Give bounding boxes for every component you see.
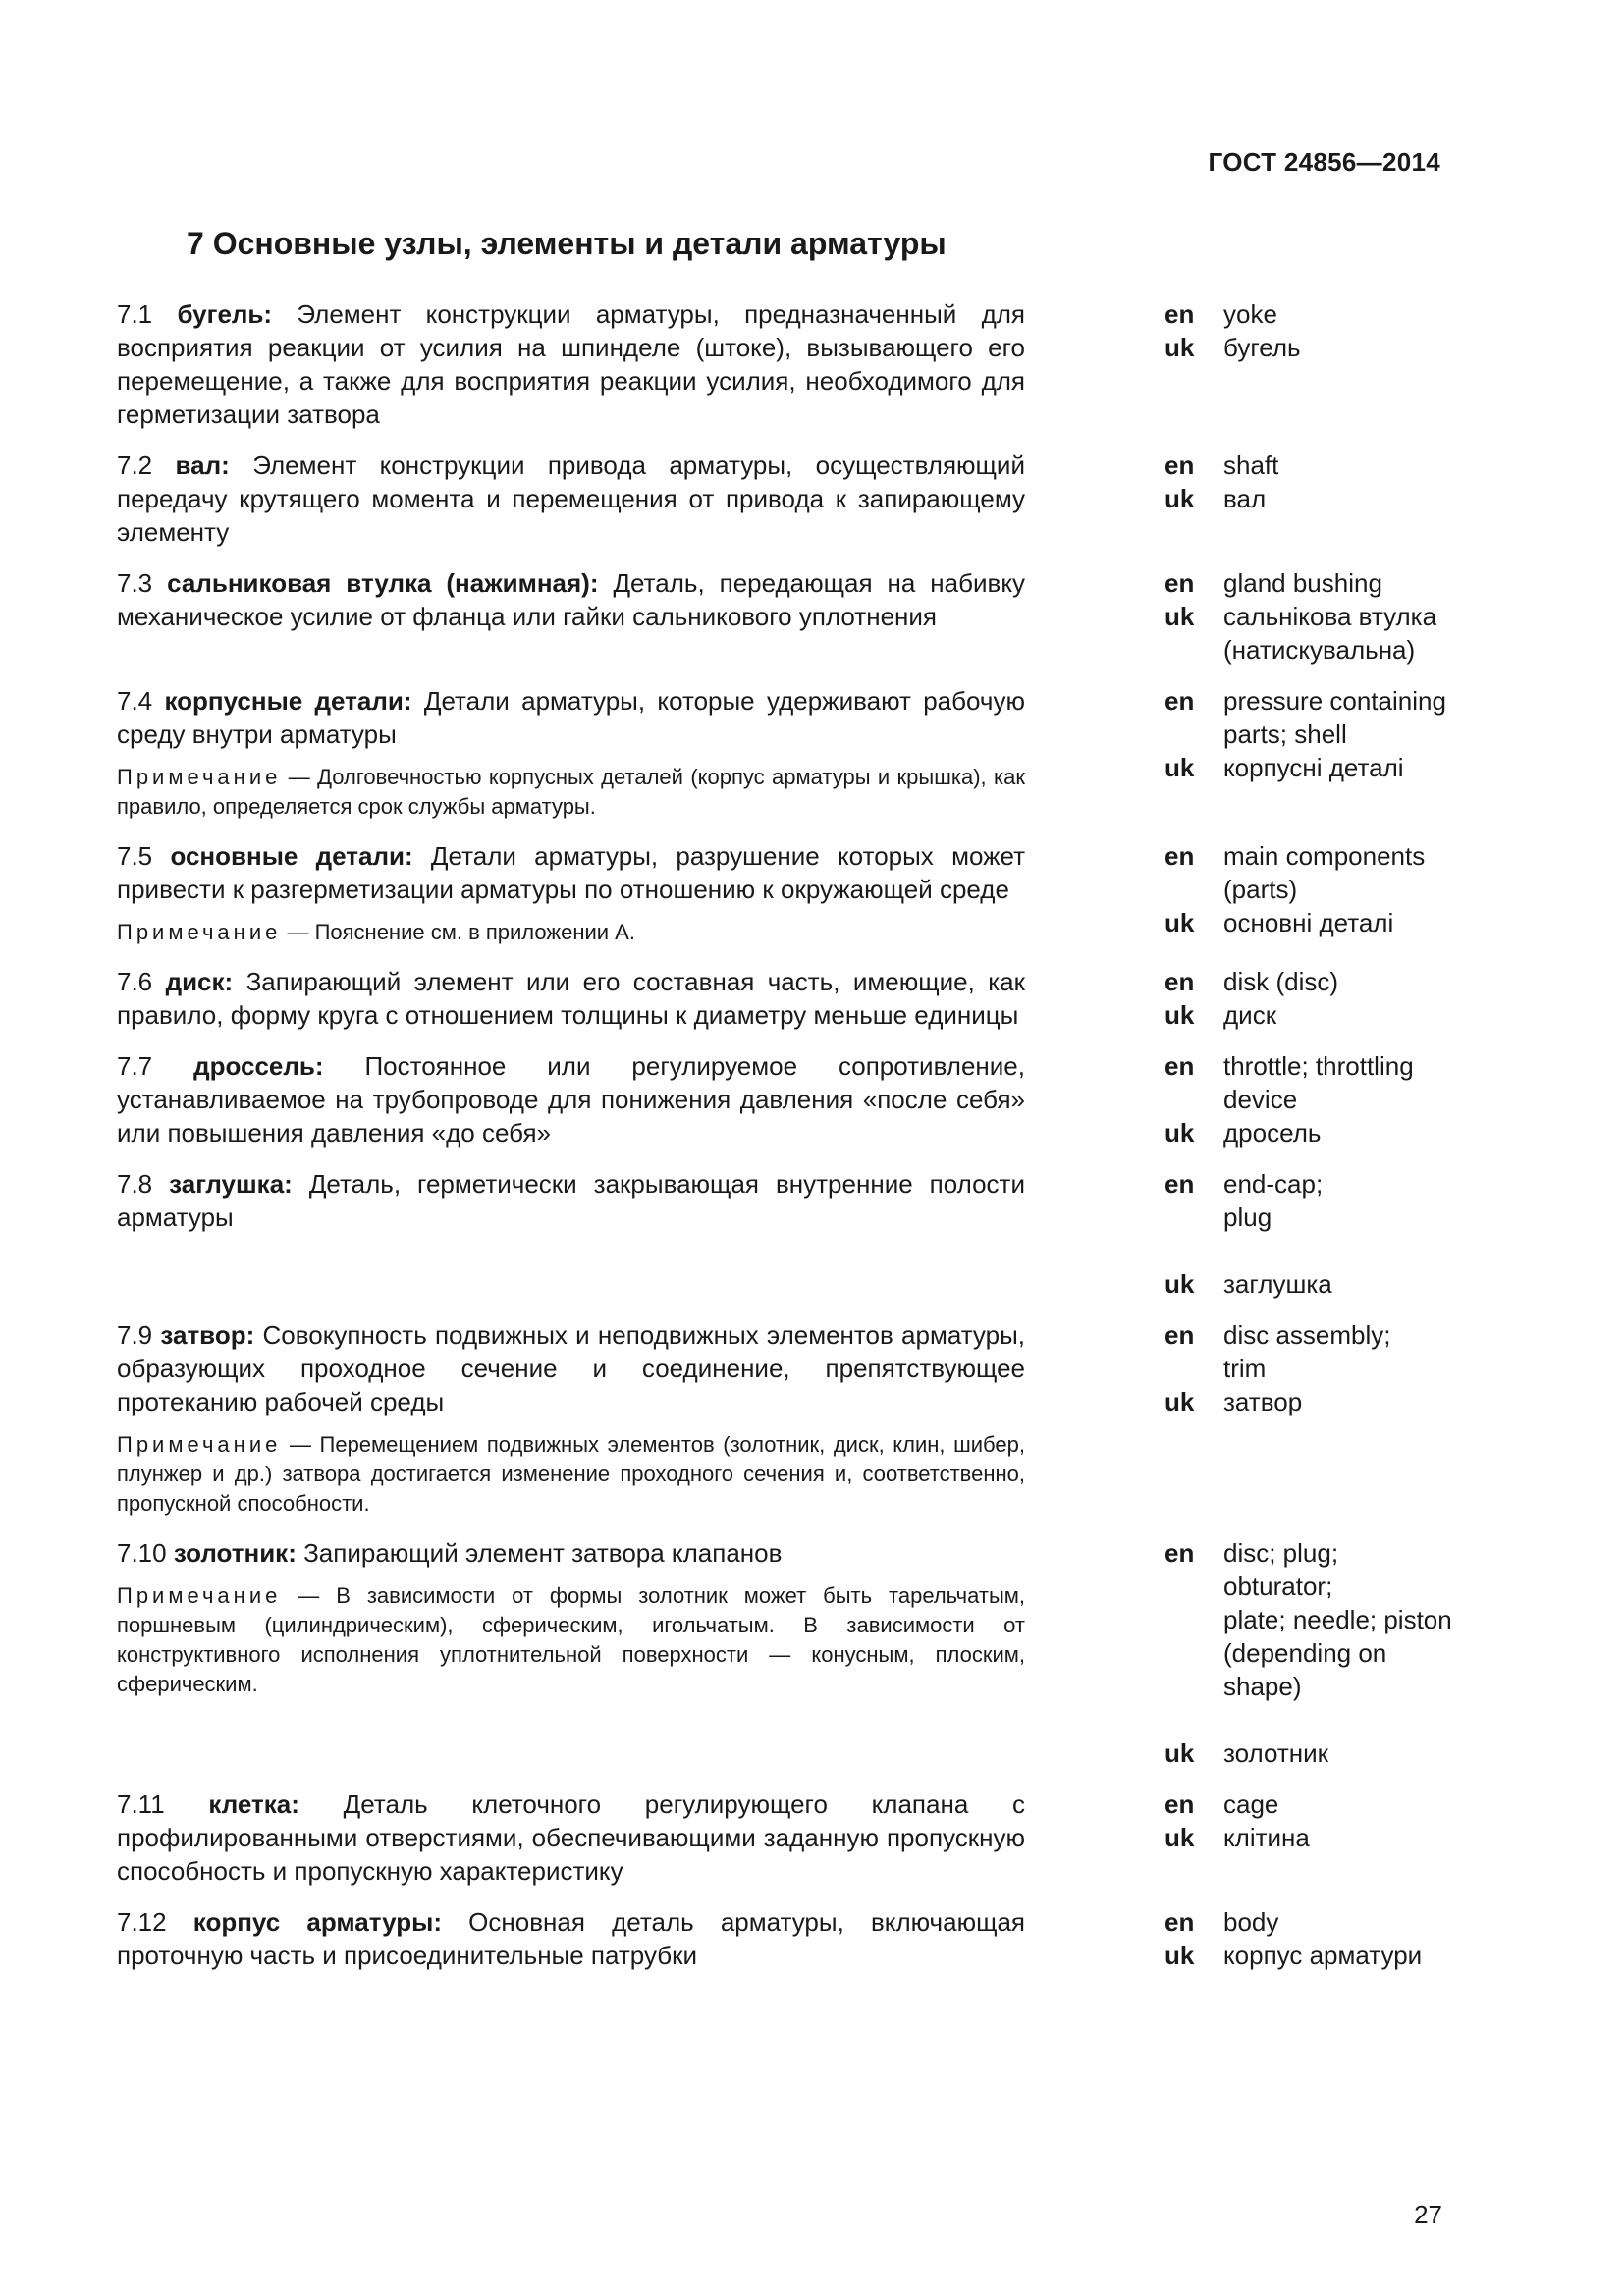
term-entry-7-3	[117, 566, 1452, 667]
lang-code-uk: uk	[1164, 1000, 1195, 1030]
lang-code-en: en	[1164, 1169, 1195, 1199]
term-uk: затвор	[1223, 1387, 1303, 1416]
term-definition: Постоянное или регулируемое сопротивление, устанавливаемое на трубопроводе для понижения давления «после себя» или повышения давления «до себя»	[117, 1051, 1025, 1148]
translation-en	[1164, 449, 1278, 482]
term-name: вал:	[175, 451, 230, 480]
translations	[1164, 1536, 1452, 1770]
term-definition: Деталь клеточного регулирующего клапана с профилированными отверстиями, обеспечивающими заданную пропускную способность и пропускную характеристику	[117, 1789, 1025, 1886]
definition-text	[117, 684, 1025, 751]
term-uk: вал	[1223, 484, 1267, 513]
translations	[1164, 449, 1278, 515]
lang-code-en: en	[1164, 967, 1195, 996]
translations	[1164, 965, 1338, 1032]
entry-number: 7.1	[117, 299, 153, 329]
term-uk: диск	[1223, 1000, 1277, 1030]
entry-number: 7.2	[117, 451, 153, 480]
translation-en	[1164, 1167, 1332, 1234]
definition	[117, 1318, 1025, 1519]
lang-code-uk: uk	[1164, 1823, 1195, 1852]
entry-number: 7.6	[117, 967, 153, 996]
term-name: клетка:	[208, 1789, 299, 1819]
lang-code-en: en	[1164, 451, 1195, 480]
term-definition: Деталь, передающая на набивку механическое усилие от фланца или гайки сальникового уплотнения	[117, 568, 1025, 631]
term-definition: Детали арматуры, которые удерживают рабочую среду внутри арматуры	[117, 686, 1025, 749]
term-en: gland bushing	[1223, 568, 1382, 598]
term-uk: корпус арматури	[1223, 1941, 1423, 1970]
term-definition: Совокупность подвижных и неподвижных элементов арматуры, образующих проходное сечение и соединение, препятствующее протеканию рабочей среды	[117, 1320, 1025, 1416]
note	[117, 1581, 1025, 1699]
translations	[1164, 297, 1301, 364]
definition-text	[117, 1318, 1025, 1418]
lang-code-uk: uk	[1164, 1269, 1195, 1299]
entry-number: 7.5	[117, 841, 153, 871]
translation-uk	[1164, 600, 1436, 667]
definition	[117, 1536, 1025, 1699]
note-text: — В зависимости от формы золотник может быть тарельчатым, поршневым (цилиндрическим), сферическим, игольчатым. В зависимости от конструктивного исполнения уплотнительной поверхности — конусным, плоским, сферическим.	[117, 1583, 1025, 1696]
translation-en	[1164, 297, 1301, 331]
lang-code-uk: uk	[1164, 333, 1195, 362]
translation-uk	[1164, 1267, 1332, 1301]
translation-uk	[1164, 1736, 1452, 1770]
lang-code-uk: uk	[1164, 1387, 1195, 1416]
term-definition: Основная деталь арматуры, включающая проточную часть и присоединительные патрубки	[117, 1907, 1025, 1970]
translation-uk	[1164, 1385, 1391, 1418]
translation-en	[1164, 965, 1338, 998]
term-entry-7-12	[117, 1905, 1452, 1972]
entry-number: 7.3	[117, 568, 153, 598]
note	[117, 763, 1025, 822]
term-definition: Элемент конструкции арматуры, предназначенный для восприятия реакции от усилия на шпинделе (штоке), вызывающего его перемещение, а также для восприятия реакции усилия, необходимого для герметизации затвора	[117, 299, 1025, 429]
term-uk: заглушка	[1223, 1269, 1332, 1299]
note-label: Примечание	[117, 1583, 282, 1608]
entry-number: 7.9	[117, 1320, 153, 1350]
translation-en	[1164, 684, 1446, 751]
term-definition: Запирающий элемент затвора клапанов	[303, 1538, 783, 1568]
term-uk: дросель	[1223, 1118, 1322, 1148]
term-uk: золотник	[1223, 1738, 1329, 1768]
entry-number: 7.10	[117, 1538, 167, 1568]
definition-text	[117, 1905, 1025, 1972]
definition-text	[117, 297, 1025, 431]
definition	[117, 1049, 1025, 1149]
term-definition: Элемент конструкции привода арматуры, осуществляющий передачу крутящего момента и перемещения от привода к запирающему элементу	[117, 451, 1025, 547]
term-en: main components (parts)	[1223, 841, 1426, 904]
term-uk: клітина	[1223, 1823, 1310, 1852]
lang-code-uk: uk	[1164, 484, 1195, 513]
translations	[1164, 1788, 1310, 1854]
translation-en	[1164, 566, 1436, 600]
term-uk: сальнікова втулка (натискувальна)	[1223, 602, 1437, 665]
translation-en	[1164, 1536, 1452, 1703]
translation-en	[1164, 839, 1425, 906]
term-entry-7-7	[117, 1049, 1452, 1149]
note	[117, 918, 1025, 947]
term-entry-7-4	[117, 684, 1452, 822]
lang-code-en: en	[1164, 568, 1195, 598]
translation-uk	[1164, 906, 1425, 939]
section-title: 7 Основные узлы, элементы и детали арматуры	[187, 226, 947, 261]
definition-text	[117, 965, 1025, 1032]
definition-text	[117, 566, 1025, 633]
term-entry-7-6	[117, 965, 1452, 1032]
entry-number: 7.8	[117, 1169, 153, 1199]
lang-code-uk: uk	[1164, 1738, 1195, 1768]
definition	[117, 684, 1025, 822]
lang-code-en: en	[1164, 841, 1195, 871]
entry-number: 7.12	[117, 1907, 167, 1937]
definition	[117, 297, 1025, 431]
term-definition: Запирающий элемент или его составная часть, имеющие, как правило, форму круга с отношением толщины к диаметру меньше единицы	[117, 967, 1025, 1030]
lang-code-en: en	[1164, 1907, 1195, 1937]
definition	[117, 1905, 1025, 1972]
term-en: end-cap; plug	[1223, 1169, 1324, 1232]
translations	[1164, 839, 1425, 939]
term-name: сальниковая втулка (нажимная):	[167, 568, 599, 598]
definition	[117, 1788, 1025, 1888]
term-en: yoke	[1223, 299, 1277, 329]
term-name: основные детали:	[170, 841, 413, 871]
note	[117, 1430, 1025, 1519]
lang-code-uk: uk	[1164, 602, 1195, 631]
entry-number: 7.11	[117, 1789, 165, 1819]
term-list	[117, 297, 1452, 1990]
page-number: 27	[1414, 2200, 1442, 2229]
term-en: disk (disc)	[1223, 967, 1339, 996]
definition	[117, 566, 1025, 633]
translations	[1164, 1905, 1422, 1972]
lang-code-uk: uk	[1164, 1941, 1195, 1970]
term-entry-7-5	[117, 839, 1452, 947]
term-entry-7-11	[117, 1788, 1452, 1888]
term-en: disc assembly; trim	[1223, 1320, 1391, 1383]
definition-text	[117, 449, 1025, 549]
term-en: shaft	[1223, 451, 1279, 480]
term-entry-7-2	[117, 449, 1452, 549]
lang-code-uk: uk	[1164, 908, 1195, 937]
entry-number: 7.7	[117, 1051, 153, 1081]
term-entry-7-8	[117, 1167, 1452, 1301]
term-entry-7-9	[117, 1318, 1452, 1519]
definition	[117, 449, 1025, 549]
definition	[117, 839, 1025, 947]
term-name: золотник:	[173, 1538, 297, 1568]
term-definition: Детали арматуры, разрушение которых может привести к разгерметизации арматуры по отношению к окружающей среде	[117, 841, 1026, 904]
note-label: Примечание	[117, 765, 282, 789]
definition-text	[117, 1049, 1025, 1149]
lang-code-en: en	[1164, 1320, 1195, 1350]
lang-code-en: en	[1164, 1051, 1195, 1081]
translation-en	[1164, 1318, 1391, 1385]
translations	[1164, 1318, 1391, 1418]
translation-en	[1164, 1905, 1422, 1939]
lang-code-uk: uk	[1164, 1118, 1195, 1148]
term-uk: корпусні деталі	[1223, 753, 1404, 782]
lang-code-uk: uk	[1164, 753, 1195, 782]
term-en: throttle; throttling device	[1223, 1051, 1414, 1114]
definition-text	[117, 839, 1025, 906]
definition	[117, 1167, 1025, 1234]
lang-code-en: en	[1164, 1538, 1195, 1568]
term-name: затвор:	[160, 1320, 255, 1350]
translation-uk	[1164, 1821, 1310, 1854]
translation-en	[1164, 1049, 1452, 1116]
translation-uk	[1164, 751, 1446, 784]
note-label: Примечание	[117, 1432, 282, 1457]
term-uk: бугель	[1223, 333, 1301, 362]
note-text: — Долговечностью корпусных деталей (корпус арматуры и крышка), как правило, определяется срок службы арматуры.	[117, 765, 1025, 819]
translations	[1164, 1049, 1452, 1149]
term-name: корпус арматуры:	[192, 1907, 442, 1937]
term-entry-7-1	[117, 297, 1452, 431]
translation-uk	[1164, 331, 1301, 364]
note-text: — Перемещением подвижных элементов (золотник, диск, клин, шибер, плунжер и др.) затвора достигается изменение проходного сечения и, соответственно, пропускной способности.	[117, 1432, 1025, 1516]
translations	[1164, 566, 1436, 667]
translations	[1164, 1167, 1332, 1301]
note-text: — Пояснение см. в приложении А.	[287, 920, 635, 944]
term-en: cage	[1223, 1789, 1279, 1819]
entry-number: 7.4	[117, 686, 153, 716]
lang-code-en: en	[1164, 686, 1195, 716]
term-name: бугель:	[177, 299, 273, 329]
definition-text	[117, 1536, 1025, 1570]
term-entry-7-10	[117, 1536, 1452, 1770]
definition	[117, 965, 1025, 1032]
translation-uk	[1164, 1116, 1452, 1149]
translations	[1164, 684, 1446, 784]
term-en: body	[1223, 1907, 1279, 1937]
translation-uk	[1164, 1939, 1422, 1972]
term-name: дроссель:	[193, 1051, 324, 1081]
note-label: Примечание	[117, 920, 282, 944]
term-name: корпусные детали:	[164, 686, 412, 716]
term-uk: основні деталі	[1223, 908, 1394, 937]
term-name: заглушка:	[169, 1169, 293, 1199]
definition-text	[117, 1167, 1025, 1234]
translation-uk	[1164, 998, 1338, 1032]
term-definition: Деталь, герметически закрывающая внутренние полости арматуры	[117, 1169, 1025, 1232]
term-name: диск:	[165, 967, 234, 996]
definition-text	[117, 1788, 1025, 1888]
translation-en	[1164, 1788, 1310, 1821]
term-en: pressure containing parts; shell	[1223, 686, 1446, 749]
translation-uk	[1164, 482, 1278, 515]
lang-code-en: en	[1164, 299, 1195, 329]
lang-code-en: en	[1164, 1789, 1195, 1819]
term-en: disc; plug; obturator; plate; needle; piston (depending on shape)	[1223, 1538, 1452, 1701]
document-header: ГОСТ 24856—2014	[1208, 147, 1440, 177]
